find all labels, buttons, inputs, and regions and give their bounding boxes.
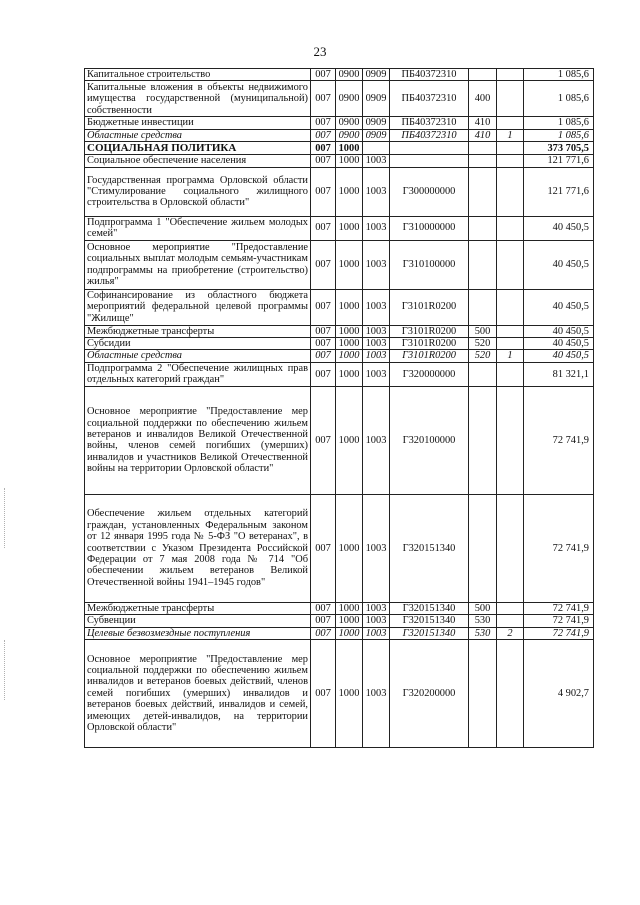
budget-table-body <box>85 69 594 748</box>
section-code-cell: 1000 <box>336 155 363 167</box>
target-article-cell: Г3101R0200 <box>390 289 469 325</box>
amount-cell: 1 085,6 <box>524 81 594 117</box>
section-code-cell: 1000 <box>336 240 363 289</box>
item-name-cell: Основное мероприятие "Предоставление мер социальной поддержки по обеспечению жильем ветеранов и инвалидов Великой Отечественной войны, членов семей погибших (умерших) инвалидов и участников Великой Отечественной войны на территории Орловской области" <box>85 386 311 494</box>
funding-source-cell <box>497 325 524 337</box>
subsection-code-cell: 1003 <box>363 494 390 602</box>
scan-artifact-top <box>4 488 6 548</box>
subsection-code-cell: 1003 <box>363 350 390 362</box>
target-article-cell <box>390 155 469 167</box>
item-name-cell: Основное мероприятие "Предоставление социальных выплат молодым семьям-участникам подпрограммы на приобретение (строительство) жилья" <box>85 240 311 289</box>
subsection-code-cell: 1003 <box>363 338 390 350</box>
table-row <box>85 627 594 639</box>
amount-cell: 4 902,7 <box>524 640 594 748</box>
table-row <box>85 81 594 117</box>
section-code-cell: 0900 <box>336 117 363 129</box>
expense-type-cell: 410 <box>469 117 497 129</box>
section-code-cell: 1000 <box>336 142 363 155</box>
section-code-cell: 1000 <box>336 350 363 362</box>
grbs-code-cell: 007 <box>311 325 336 337</box>
table-row <box>85 494 594 602</box>
section-code-cell: 1000 <box>336 167 363 216</box>
amount-cell: 40 450,5 <box>524 338 594 350</box>
amount-cell: 373 705,5 <box>524 142 594 155</box>
subsection-code-cell <box>363 142 390 155</box>
expense-type-cell: 500 <box>469 325 497 337</box>
subsection-code-cell: 0909 <box>363 81 390 117</box>
grbs-code-cell: 007 <box>311 627 336 639</box>
amount-cell: 40 450,5 <box>524 216 594 240</box>
subsection-code-cell: 1003 <box>363 627 390 639</box>
expense-type-cell: 520 <box>469 338 497 350</box>
table-row <box>85 640 594 748</box>
amount-cell: 40 450,5 <box>524 240 594 289</box>
subsection-code-cell: 1003 <box>363 602 390 614</box>
grbs-code-cell: 007 <box>311 289 336 325</box>
subsection-code-cell: 1003 <box>363 155 390 167</box>
target-article-cell: Г310000000 <box>390 216 469 240</box>
target-article-cell: ПБ40372310 <box>390 129 469 141</box>
table-row <box>85 602 594 614</box>
grbs-code-cell: 007 <box>311 129 336 141</box>
subsection-code-cell: 1003 <box>363 240 390 289</box>
funding-source-cell <box>497 362 524 386</box>
grbs-code-cell: 007 <box>311 602 336 614</box>
table-row <box>85 117 594 129</box>
expense-type-cell <box>469 640 497 748</box>
section-code-cell: 1000 <box>336 640 363 748</box>
section-code-cell: 1000 <box>336 627 363 639</box>
item-name-cell: Областные средства <box>85 129 311 141</box>
funding-source-cell <box>497 494 524 602</box>
item-name-cell: Обеспечение жильем отдельных категорий граждан, установленных Федеральным законом от 12 января 1995 года № 5-ФЗ "О ветеранах", в соответствии с Указом Президента Российской Федерации от 7 мая 2008 года № 714 "Об обеспечении жильем ветеранов Великой Отечественной войны 1941–1945 годов" <box>85 494 311 602</box>
item-name-cell: СОЦИАЛЬНАЯ ПОЛИТИКА <box>85 142 311 155</box>
target-article-cell: Г320151340 <box>390 627 469 639</box>
section-code-cell: 0900 <box>336 81 363 117</box>
table-row <box>85 240 594 289</box>
item-name-cell: Капитальные вложения в объекты недвижимого имущества государственной (муниципальной) собственности <box>85 81 311 117</box>
target-article-cell: Г320200000 <box>390 640 469 748</box>
target-article-cell: Г320100000 <box>390 386 469 494</box>
grbs-code-cell: 007 <box>311 142 336 155</box>
grbs-code-cell: 007 <box>311 350 336 362</box>
funding-source-cell <box>497 69 524 81</box>
amount-cell: 1 085,6 <box>524 129 594 141</box>
item-name-cell: Межбюджетные трансферты <box>85 602 311 614</box>
amount-cell: 72 741,9 <box>524 386 594 494</box>
section-code-cell: 1000 <box>336 216 363 240</box>
item-name-cell: Подпрограмма 2 "Обеспечение жилищных прав отдельных категорий граждан" <box>85 362 311 386</box>
section-code-cell: 1000 <box>336 602 363 614</box>
target-article-cell: Г320151340 <box>390 615 469 627</box>
subsection-code-cell: 1003 <box>363 362 390 386</box>
funding-source-cell: 2 <box>497 627 524 639</box>
subsection-code-cell: 0909 <box>363 129 390 141</box>
grbs-code-cell: 007 <box>311 615 336 627</box>
funding-source-cell <box>497 240 524 289</box>
grbs-code-cell: 007 <box>311 167 336 216</box>
expense-type-cell <box>469 386 497 494</box>
amount-cell: 40 450,5 <box>524 289 594 325</box>
funding-source-cell <box>497 289 524 325</box>
amount-cell: 72 741,9 <box>524 602 594 614</box>
funding-source-cell <box>497 602 524 614</box>
table-row <box>85 338 594 350</box>
funding-source-cell <box>497 81 524 117</box>
amount-cell: 121 771,6 <box>524 155 594 167</box>
target-article-cell: Г320000000 <box>390 362 469 386</box>
expense-type-cell: 410 <box>469 129 497 141</box>
funding-source-cell <box>497 142 524 155</box>
grbs-code-cell: 007 <box>311 362 336 386</box>
amount-cell: 40 450,5 <box>524 350 594 362</box>
target-article-cell: Г3101R0200 <box>390 350 469 362</box>
item-name-cell: Областные средства <box>85 350 311 362</box>
grbs-code-cell: 007 <box>311 240 336 289</box>
section-code-cell: 1000 <box>336 615 363 627</box>
item-name-cell: Основное мероприятие "Предоставление мер социальной поддержки по обеспечению жильем инвалидов и ветеранов боевых действий, членов семей погибших (умерших) инвалидов и ветеранов боевых действий, инвалидов и семей, имеющих детей-инвалидов, на территории Орловской области" <box>85 640 311 748</box>
subsection-code-cell: 1003 <box>363 640 390 748</box>
expense-type-cell: 530 <box>469 627 497 639</box>
amount-cell: 72 741,9 <box>524 627 594 639</box>
expense-type-cell <box>469 362 497 386</box>
item-name-cell: Государственная программа Орловской области "Стимулирование социального жилищного строительства в Орловской области" <box>85 167 311 216</box>
expense-type-cell: 400 <box>469 81 497 117</box>
funding-source-cell <box>497 338 524 350</box>
amount-cell: 40 450,5 <box>524 325 594 337</box>
scan-artifact-bottom <box>4 640 6 700</box>
target-article-cell: Г3101R0200 <box>390 338 469 350</box>
table-row <box>85 289 594 325</box>
funding-source-cell <box>497 615 524 627</box>
subsection-code-cell: 1003 <box>363 615 390 627</box>
table-row <box>85 216 594 240</box>
expense-type-cell <box>469 142 497 155</box>
funding-source-cell <box>497 386 524 494</box>
funding-source-cell <box>497 216 524 240</box>
item-name-cell: Целевые безвозмездные поступления <box>85 627 311 639</box>
item-name-cell: Бюджетные инвестиции <box>85 117 311 129</box>
funding-source-cell <box>497 117 524 129</box>
expense-type-cell: 500 <box>469 602 497 614</box>
amount-cell: 1 085,6 <box>524 69 594 81</box>
page-number: 23 <box>313 44 327 59</box>
grbs-code-cell: 007 <box>311 117 336 129</box>
expense-type-cell <box>469 494 497 602</box>
target-article-cell: Г320151340 <box>390 602 469 614</box>
target-article-cell: ПБ40372310 <box>390 81 469 117</box>
amount-cell: 1 085,6 <box>524 117 594 129</box>
item-name-cell: Капитальное строительство <box>85 69 311 81</box>
subsection-code-cell: 1003 <box>363 167 390 216</box>
target-article-cell: Г310100000 <box>390 240 469 289</box>
section-code-cell: 1000 <box>336 362 363 386</box>
amount-cell: 121 771,6 <box>524 167 594 216</box>
funding-source-cell <box>497 640 524 748</box>
expense-type-cell <box>469 167 497 216</box>
item-name-cell: Социальное обеспечение населения <box>85 155 311 167</box>
expense-type-cell <box>469 240 497 289</box>
table-row <box>85 155 594 167</box>
table-row <box>85 69 594 81</box>
subsection-code-cell: 1003 <box>363 386 390 494</box>
grbs-code-cell: 007 <box>311 216 336 240</box>
funding-source-cell <box>497 155 524 167</box>
expense-type-cell: 520 <box>469 350 497 362</box>
target-article-cell: Г300000000 <box>390 167 469 216</box>
expense-type-cell <box>469 216 497 240</box>
table-row <box>85 386 594 494</box>
item-name-cell: Подпрограмма 1 "Обеспечение жильем молодых семей" <box>85 216 311 240</box>
grbs-code-cell: 007 <box>311 81 336 117</box>
funding-source-cell: 1 <box>497 129 524 141</box>
section-code-cell: 1000 <box>336 494 363 602</box>
subsection-code-cell: 0909 <box>363 117 390 129</box>
expense-type-cell <box>469 289 497 325</box>
expense-type-cell <box>469 69 497 81</box>
grbs-code-cell: 007 <box>311 155 336 167</box>
table-row <box>85 325 594 337</box>
section-code-cell: 0900 <box>336 69 363 81</box>
section-code-cell: 1000 <box>336 289 363 325</box>
section-code-cell: 1000 <box>336 338 363 350</box>
item-name-cell: Субсидии <box>85 338 311 350</box>
funding-source-cell: 1 <box>497 350 524 362</box>
subsection-code-cell: 0909 <box>363 69 390 81</box>
target-article-cell: Г320151340 <box>390 494 469 602</box>
expense-type-cell: 530 <box>469 615 497 627</box>
subsection-code-cell: 1003 <box>363 289 390 325</box>
grbs-code-cell: 007 <box>311 640 336 748</box>
amount-cell: 81 321,1 <box>524 362 594 386</box>
table-row <box>85 350 594 362</box>
amount-cell: 72 741,9 <box>524 494 594 602</box>
section-code-cell: 0900 <box>336 129 363 141</box>
table-row <box>85 167 594 216</box>
item-name-cell: Софинансирование из областного бюджета мероприятий федеральной целевой программы "Жилище" <box>85 289 311 325</box>
target-article-cell: Г3101R0200 <box>390 325 469 337</box>
subsection-code-cell: 1003 <box>363 325 390 337</box>
budget-table <box>84 68 594 748</box>
target-article-cell: ПБ40372310 <box>390 117 469 129</box>
table-row <box>85 142 594 155</box>
grbs-code-cell: 007 <box>311 338 336 350</box>
amount-cell: 72 741,9 <box>524 615 594 627</box>
expense-type-cell <box>469 155 497 167</box>
grbs-code-cell: 007 <box>311 69 336 81</box>
item-name-cell: Субвенции <box>85 615 311 627</box>
table-row <box>85 615 594 627</box>
funding-source-cell <box>497 167 524 216</box>
section-code-cell: 1000 <box>336 386 363 494</box>
table-row <box>85 129 594 141</box>
table-row <box>85 362 594 386</box>
target-article-cell <box>390 142 469 155</box>
section-code-cell: 1000 <box>336 325 363 337</box>
subsection-code-cell: 1003 <box>363 216 390 240</box>
grbs-code-cell: 007 <box>311 494 336 602</box>
target-article-cell: ПБ40372310 <box>390 69 469 81</box>
grbs-code-cell: 007 <box>311 386 336 494</box>
item-name-cell: Межбюджетные трансферты <box>85 325 311 337</box>
